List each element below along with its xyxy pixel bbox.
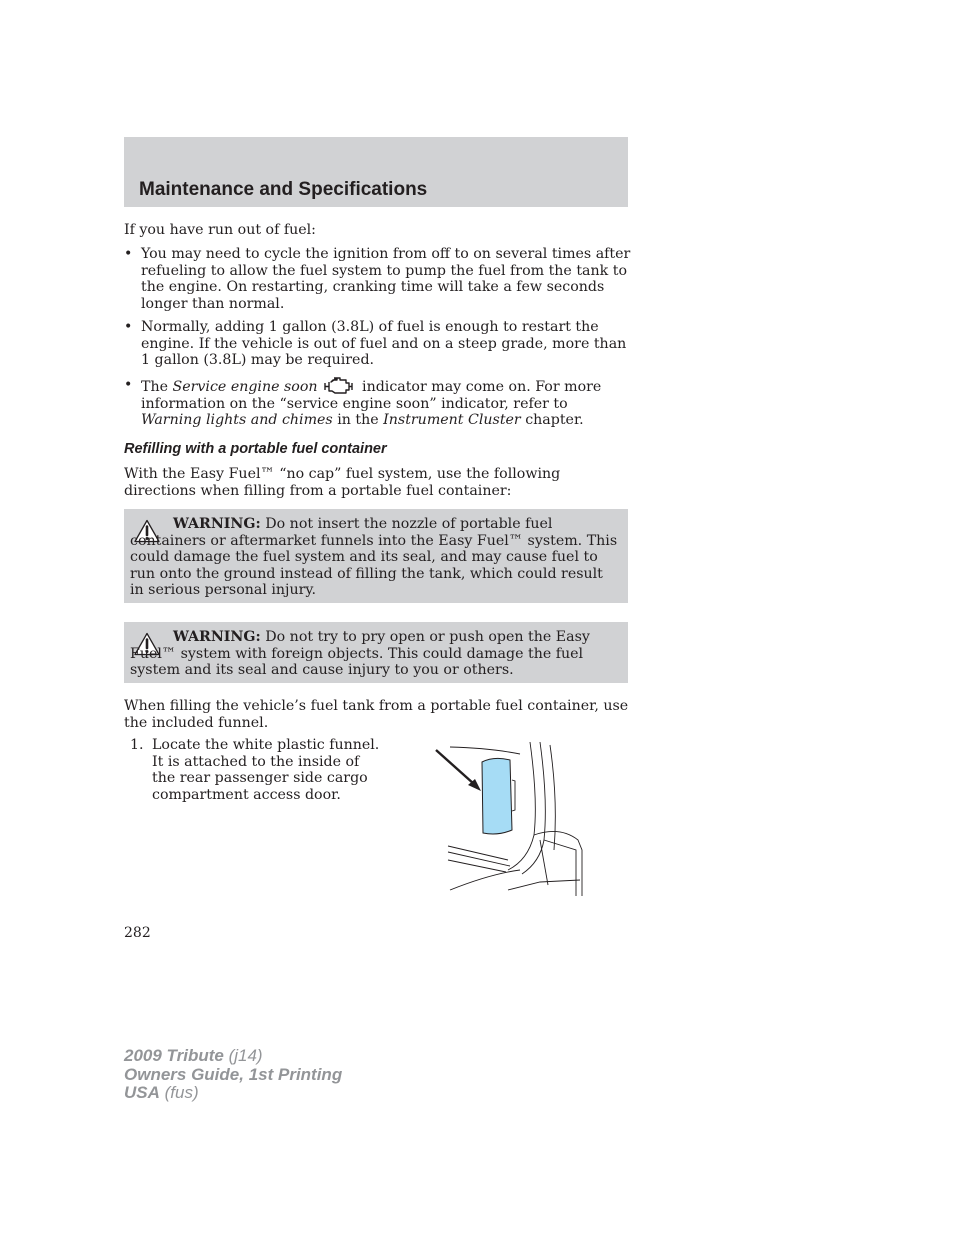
instrument-cluster-ref: Instrument Cluster <box>383 412 521 428</box>
step-text: Locate the white plastic funnel. It is attached to the inside of the rear passenger side cargo compartment access door. <box>152 737 380 803</box>
warning-lights-ref: Warning lights and chimes <box>141 412 333 428</box>
funnel-illustration <box>430 740 590 900</box>
subheading: Refilling with a portable fuel container <box>124 441 387 457</box>
warning-box <box>124 622 628 683</box>
warning-text: WARNING: Do not insert the nozzle of portable fuel containers or aftermarket funnels into the Easy Fuel™ system. This could damage the fuel system and its seal, and may cause fuel to run onto the ground instead of filling the tank, which could result in serious personal injury. <box>130 516 618 598</box>
warning-label: WARNING: <box>173 516 261 532</box>
page-number: 282 <box>124 925 151 941</box>
bullet-text: The Service engine soon indicator may come on. For more information on the “service engine soon” indicator, refer to Warning lights and chimes in the Instrument Cluster chapter. <box>141 379 602 428</box>
bullet-marker: • <box>124 377 133 393</box>
footer-line: 2009 Tribute (j14) <box>124 1046 263 1065</box>
section-title: Maintenance and Specifications <box>139 179 428 200</box>
check-engine-icon <box>322 377 354 395</box>
step-number: 1. <box>130 737 144 753</box>
paragraph: With the Easy Fuel™ “no cap” fuel system, use the following directions when filling from a portable fuel container: <box>124 466 561 499</box>
bullet-marker: • <box>124 246 133 262</box>
intro-text: If you have run out of fuel: <box>124 222 316 238</box>
section-header <box>124 137 628 207</box>
footer-line: USA (fus) <box>124 1083 199 1102</box>
document-footer <box>124 1047 342 1103</box>
paragraph: When filling the vehicle’s fuel tank from a portable fuel container, use the included funnel. <box>124 698 629 731</box>
footer-line: Owners Guide, 1st Printing <box>124 1064 343 1084</box>
warning-label: WARNING: <box>173 629 261 645</box>
bullet-marker: • <box>124 319 133 335</box>
warning-box <box>124 509 628 603</box>
service-engine-term: Service engine soon <box>172 379 318 395</box>
warning-text: WARNING: Do not try to pry open or push open the Easy Fuel™ system with foreign objects. This could damage the fuel system and its seal and cause injury to you or others. <box>130 629 590 678</box>
bullet-text: You may need to cycle the ignition from off to on several times after refueling to allow the fuel system to pump the fuel from the tank to the engine. On restarting, cranking time will take a few seconds longer than normal. <box>141 246 631 312</box>
bullet-text: Normally, adding 1 gallon (3.8L) of fuel is enough to restart the engine. If the vehicle is out of fuel and on a steep grade, more than 1 gallon (3.8L) may be required. <box>141 319 627 368</box>
